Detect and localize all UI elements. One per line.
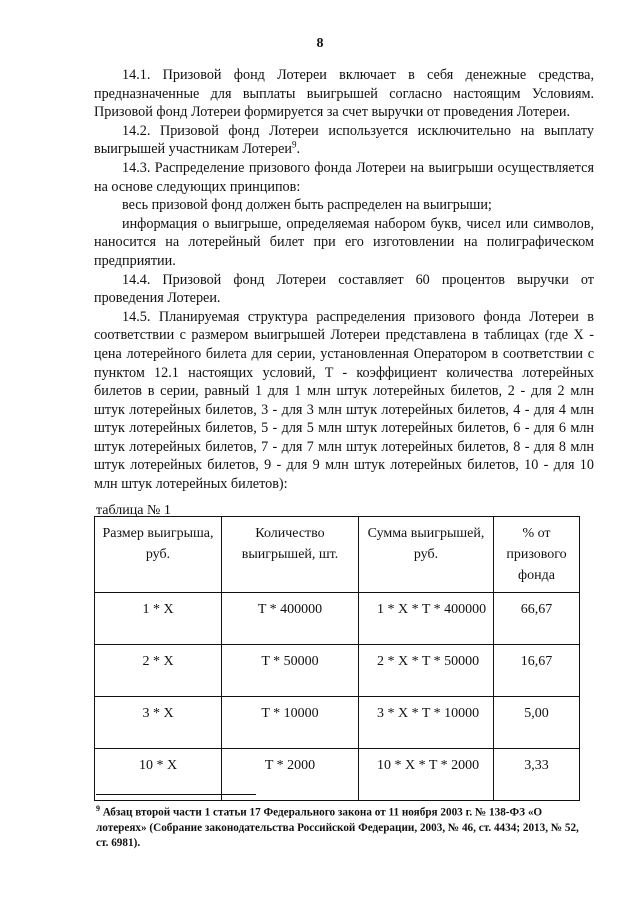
table-row [95, 593, 580, 645]
principle-item-2: информация о выигрыше, определяемая набором букв, чисел или символов, наносится на лотерейный билет при его изготовлении на полиграфическом предприятии. [94, 215, 594, 269]
paragraph-14-4: 14.4. Призовой фонд Лотереи составляет 60 процентов выручки от проведения Лотереи. [94, 271, 594, 307]
cell-prize-count: T * 2000 [222, 749, 359, 801]
cell-prize-percent: 66,67 [494, 593, 580, 645]
table-row [95, 697, 580, 749]
paragraph-14-5: 14.5. Планируемая структура распределения призового фонда Лотереи в соответствии с размером выигрышей Лотереи представлена в таблицах (где X - цена лотерейного билета для серии, установленная Оператором в соответствии с пунктом 12.1 настоящих условий, T - коэффициент количества лотерейных билетов в серии, равный 1 для 1 млн штук лотерейных билетов, 2 - для 2 млн штук лотерейных билетов, 3 - для 3 млн штук лотерейных билетов, 4 - для 4 млн штук лотерейных билетов, 5 - для 5 млн штук лотерейных билетов, 6 - для 6 млн штук лотерейных билетов, 7 - для 7 млн штук лотерейных билетов, 8 - для 8 млн штук лотерейных билетов, 9 - для 9 млн штук лотерейных билетов, 10 - для 10 млн штук лотерейных билетов): [94, 308, 594, 493]
cell-prize-count: T * 10000 [222, 697, 359, 749]
cell-prize-sum: 10 * X * T * 2000 [359, 749, 494, 801]
footnote-text: Абзац второй части 1 статьи 17 Федерального закона от 11 ноября 2003 г. № 138-ФЗ «О лотереях» (Собрание законодательства Российской Федерации, 2003, № 46, ст. 4434; 2013, № 52, ст. 6981). [96, 806, 579, 849]
footnote-mark: 9 [96, 804, 100, 813]
paragraph-14-2 [94, 122, 594, 159]
cell-prize-size: 2 * X [95, 645, 222, 697]
table-header-row [95, 517, 580, 593]
table-caption: таблица № 1 [96, 503, 171, 518]
page-number: 8 [316, 36, 324, 51]
paragraph-14-2-end: . [296, 141, 301, 158]
cell-prize-sum: 2 * X * T * 50000 [359, 645, 494, 697]
footnote-divider [96, 794, 256, 795]
column-header-prize-percent: % от призового фонда [494, 517, 580, 593]
cell-prize-percent: 16,67 [494, 645, 580, 697]
column-header-prize-sum: Сумма выигрышей, руб. [359, 517, 494, 593]
cell-prize-size: 10 * X [95, 749, 222, 801]
column-header-prize-count: Количество выигрышей, шт. [222, 517, 359, 593]
cell-prize-percent: 3,33 [494, 749, 580, 801]
document-body [94, 66, 594, 494]
table-row [95, 749, 580, 801]
cell-prize-size: 3 * X [95, 697, 222, 749]
cell-prize-size: 1 * X [95, 593, 222, 645]
paragraph-14-3: 14.3. Распределение призового фонда Лотереи на выигрыши осуществляется на основе следующих принципов: [94, 159, 594, 195]
cell-prize-count: T * 400000 [222, 593, 359, 645]
paragraph-14-1: 14.1. Призовой фонд Лотереи включает в себя денежные средства, предназначенные для выплаты выигрышей согласно настоящим Условиям. Призовой фонд Лотереи формируется за счет выручки от проведения Лотереи. [94, 67, 594, 121]
cell-prize-sum: 1 * X * T * 400000 [359, 593, 494, 645]
cell-prize-percent: 5,00 [494, 697, 580, 749]
cell-prize-sum: 3 * X * T * 10000 [359, 697, 494, 749]
column-header-prize-size: Размер выигрыша, руб. [95, 517, 222, 593]
cell-prize-count: T * 50000 [222, 645, 359, 697]
footnote [96, 801, 592, 851]
table-row [95, 645, 580, 697]
prize-distribution-table [94, 516, 580, 801]
paragraph-14-2-text: 14.2. Призовой фонд Лотереи используется исключительно на выплату выигрышей участникам Лотереи [94, 122, 594, 158]
principle-item-1: весь призовой фонд должен быть распределен на выигрыши; [122, 197, 492, 214]
footnote-reference[interactable]: 9 [292, 139, 297, 150]
